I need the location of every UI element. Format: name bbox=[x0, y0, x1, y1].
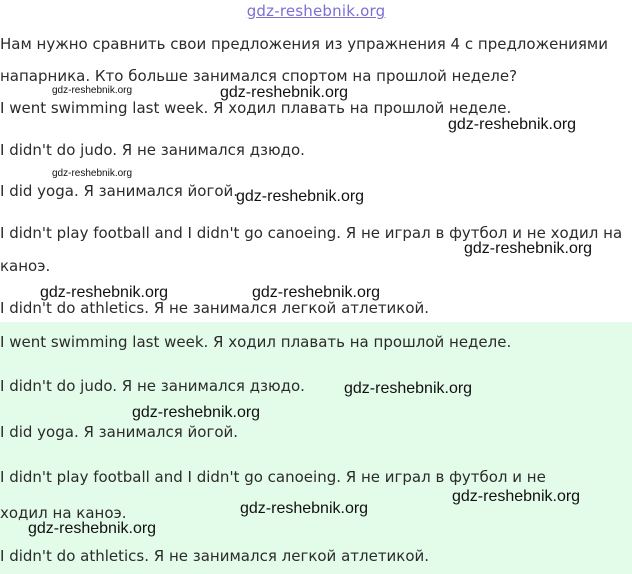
sentence-yoga: I did yoga. Я занимался йогой. bbox=[0, 182, 239, 200]
panel-sentence-football-line-1: I didn't play football and I didn't go canoeing. Я не играл в футбол и не bbox=[0, 468, 546, 486]
intro-line-2: напарника. Кто больше занимался спортом на прошлой неделе? bbox=[0, 67, 518, 85]
watermark: gdz-reshebnik.org bbox=[28, 520, 157, 537]
watermark: gdz-reshebnik.org bbox=[448, 116, 577, 133]
watermark: gdz-reshebnik.org bbox=[240, 500, 369, 517]
watermark: gdz-reshebnik.org bbox=[344, 380, 473, 397]
intro-line-1: Нам нужно сравнить свои предложения из упражнения 4 с предложениями bbox=[0, 35, 608, 53]
watermark: gdz-reshebnik.org bbox=[452, 488, 581, 505]
panel-sentence-football-line-2: ходил на каноэ. bbox=[0, 504, 127, 522]
panel-sentence-swimming: I went swimming last week. Я ходил плавать на прошлой неделе. bbox=[0, 333, 512, 351]
panel-sentence-yoga: I did yoga. Я занимался йогой. bbox=[0, 423, 239, 441]
watermark: gdz-reshebnik.org bbox=[132, 404, 261, 421]
watermark: gdz-reshebnik.org bbox=[52, 168, 133, 179]
sentence-judo: I didn't do judo. Я не занимался дзюдо. bbox=[0, 141, 305, 159]
watermark: gdz-reshebnik.org bbox=[52, 85, 133, 96]
sentence-football-line-2: каноэ. bbox=[0, 257, 51, 275]
watermark: gdz-reshebnik.org bbox=[40, 284, 169, 301]
sentence-athletics: I didn't do athletics. Я не занимался легкой атлетикой. bbox=[0, 299, 430, 317]
site-title-link[interactable]: gdz-reshebnik.org bbox=[246, 2, 386, 20]
watermark: gdz-reshebnik.org bbox=[236, 188, 365, 205]
watermark: gdz-reshebnik.org bbox=[252, 284, 381, 301]
panel-sentence-athletics: I didn't do athletics. Я не занимался легкой атлетикой. bbox=[0, 547, 430, 565]
watermark: gdz-reshebnik.org bbox=[464, 240, 593, 257]
watermark: gdz-reshebnik.org bbox=[220, 84, 349, 101]
sentence-football-line-1: I didn't play football and I didn't go canoeing. Я не играл в футбол и не ходил на bbox=[0, 224, 623, 242]
sentence-swimming: I went swimming last week. Я ходил плавать на прошлой неделе. bbox=[0, 99, 512, 117]
panel-sentence-judo: I didn't do judo. Я не занимался дзюдо. bbox=[0, 377, 305, 395]
